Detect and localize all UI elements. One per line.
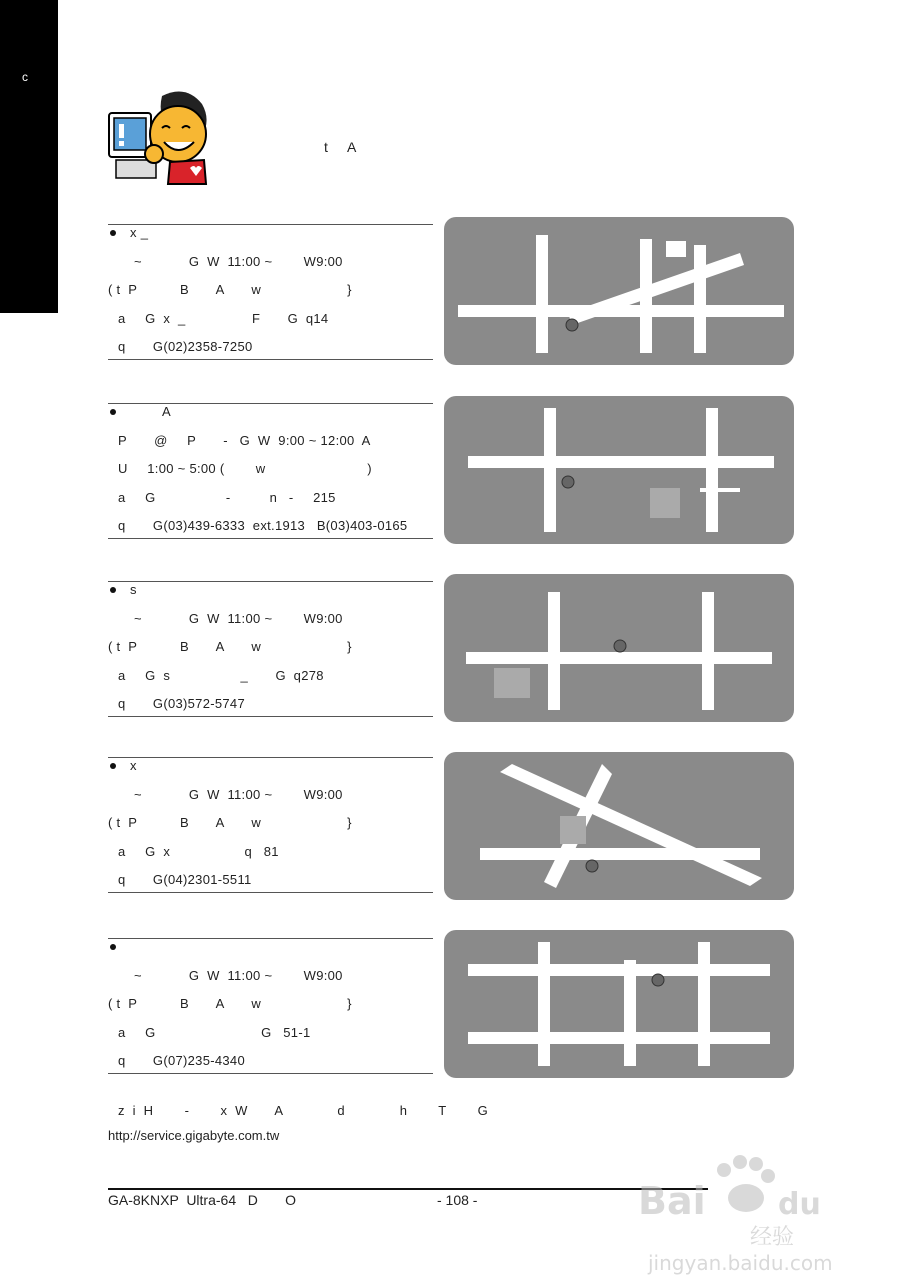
bullet bbox=[110, 409, 116, 415]
location-name: s bbox=[130, 582, 137, 597]
location-hours: ~ G W 11:00 ~ W9:00 bbox=[134, 787, 343, 802]
service-note: z i H - x W A d h T G bbox=[118, 1103, 489, 1118]
location-map bbox=[444, 574, 794, 722]
page-number: - 108 - bbox=[437, 1192, 478, 1208]
chapter-tab bbox=[0, 0, 58, 313]
footer-model: GA-8KNXP Ultra-64 D O bbox=[108, 1192, 297, 1208]
location-address: a G G 51-1 bbox=[118, 1025, 311, 1040]
bullet bbox=[110, 763, 116, 769]
location-note: ( t P B A w } bbox=[108, 815, 352, 830]
watermark-url: jingyan.baidu.com bbox=[648, 1251, 833, 1275]
bullet bbox=[110, 587, 116, 593]
location-map bbox=[444, 217, 794, 365]
location-phone: q G(04)2301-5511 bbox=[118, 872, 252, 887]
location-note: ( t P B A w } bbox=[108, 282, 352, 297]
location-name: A bbox=[162, 404, 171, 419]
watermark-brand: Bai bbox=[638, 1179, 706, 1223]
location-note: ( t P B A w } bbox=[108, 639, 352, 654]
location-address: a G x _ F G q14 bbox=[118, 311, 329, 326]
service-url[interactable]: http://service.gigabyte.com.tw bbox=[108, 1128, 280, 1143]
bullet bbox=[110, 944, 116, 950]
location-phone: q G(07)235-4340 bbox=[118, 1053, 245, 1068]
location-address: a G x q 81 bbox=[118, 844, 279, 859]
location-map bbox=[444, 752, 794, 900]
location-hours: P @ P - G W 9:00 ~ 12:00 A bbox=[118, 433, 371, 448]
page-title: t A bbox=[324, 139, 365, 155]
chapter-tab-letter: c bbox=[22, 70, 28, 84]
location-phone: q G(03)572-5747 bbox=[118, 696, 245, 711]
location-name: x _ bbox=[130, 225, 149, 240]
watermark-cn: 经验 bbox=[750, 1225, 795, 1250]
location-address: a G s _ G q278 bbox=[118, 668, 324, 683]
location-phone: q G(03)439-6333 ext.1913 B(03)403-0165 bbox=[118, 518, 408, 533]
location-hours: ~ G W 11:00 ~ W9:00 bbox=[134, 611, 343, 626]
location-section bbox=[108, 224, 433, 360]
location-map bbox=[444, 396, 794, 544]
location-phone: q G(02)2358-7250 bbox=[118, 339, 253, 354]
location-map bbox=[444, 930, 794, 1078]
location-hours: ~ G W 11:00 ~ W9:00 bbox=[134, 968, 343, 983]
location-address: a G - n - 215 bbox=[118, 490, 336, 505]
footer-divider bbox=[108, 1188, 708, 1190]
location-section bbox=[108, 757, 433, 893]
location-section bbox=[108, 581, 433, 717]
location-note: U 1:00 ~ 5:00 ( w ) bbox=[118, 461, 372, 476]
baidu-watermark bbox=[638, 1148, 842, 1276]
location-hours: ~ G W 11:00 ~ W9:00 bbox=[134, 254, 343, 269]
mascot-illustration bbox=[106, 88, 212, 186]
location-section bbox=[108, 938, 433, 1074]
svg-text:du: du bbox=[778, 1187, 821, 1222]
location-section bbox=[108, 403, 433, 539]
location-note: ( t P B A w } bbox=[108, 996, 352, 1011]
location-name: x bbox=[130, 758, 137, 773]
bullet bbox=[110, 230, 116, 236]
